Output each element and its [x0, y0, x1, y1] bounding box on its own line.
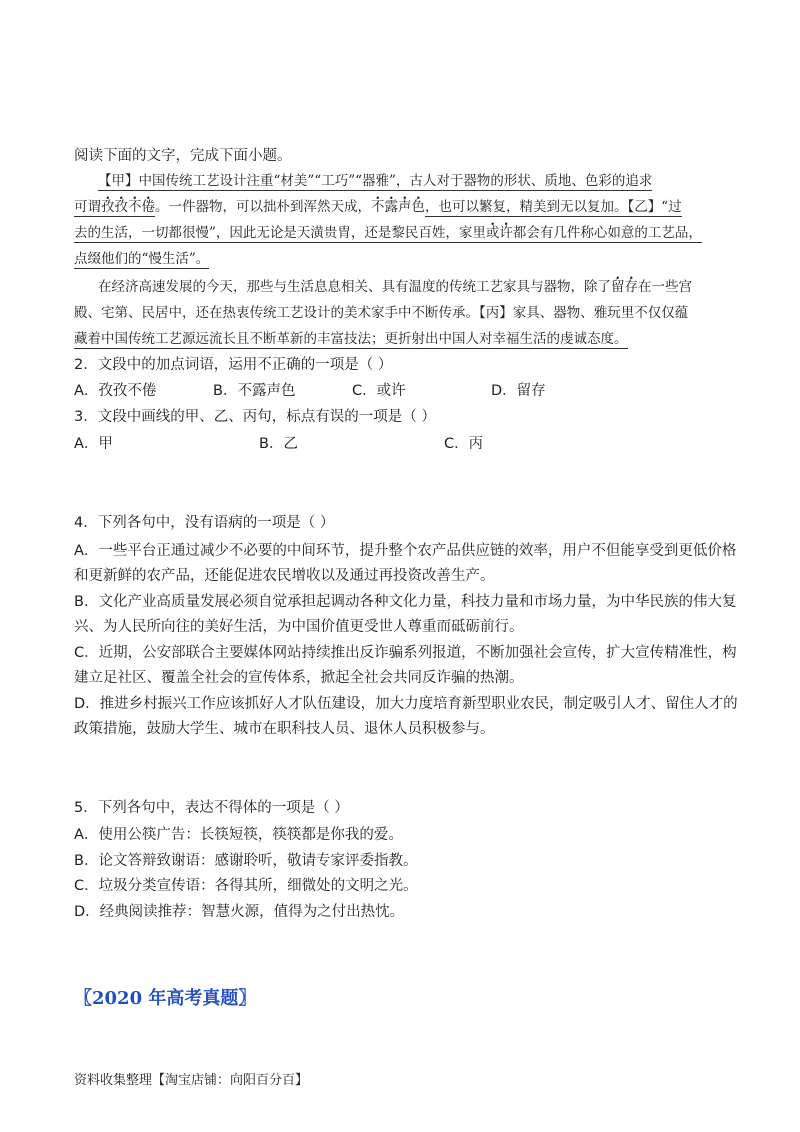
- question-5-stem: 5．下列各句中，表达不得体的一项是（ ）: [74, 800, 349, 816]
- dotted-char: 存: [624, 279, 638, 295]
- q5-option-c[interactable]: C．垃圾分类宣传语：各得其所，细微处的文明之光。: [74, 878, 418, 894]
- question-2-stem: 2．文段中的加点词语，运用不正确的一项是（ ）: [74, 357, 393, 373]
- q4-option-a[interactable]: A．一些平台正通过减少不必要的中间环节，提升整个农产品供应链的效率，用户不但能享受到更低价格: [74, 543, 737, 559]
- passage-line: [74, 249, 209, 269]
- underlined-sentence-jia: 【甲】中国传统工艺设计注重“材美”“工巧”“器雅”，古人对于器物的形状、质地、色彩的追求: [98, 173, 653, 189]
- page-footer: 资料收集整理【淘宝店铺：向阳百分百】: [74, 1073, 309, 1088]
- passage-line: [74, 223, 702, 243]
- passage-line: 在经济高速发展的今天，那些与生活息息相关、具有温度的传统工艺家具与器物，除了留存在一些宫: [98, 279, 692, 295]
- section-heading: 〖2020 年高考真题〗: [74, 988, 257, 1009]
- dotted-char: 露: [384, 199, 398, 215]
- q5-option-a[interactable]: A．使用公筷广告：长筷短筷，筷筷都是你我的爱。: [74, 827, 403, 843]
- q4-option-d-cont: 政策措施，鼓励大学生、城市在职科技人员、退休人员积极参与。: [74, 721, 495, 737]
- q4-option-b-cont: 兴、为人民所向往的美好生活，为中国价值更受世人尊重而砥砺前行。: [74, 619, 524, 635]
- dotted-char: 或: [485, 225, 500, 241]
- passage-text: 殿、宅第、民居中，还在热衷传统工艺设计的美术家手中不断传承。【丙】家具、器物、雅玩里不仅仅蕴: [74, 305, 689, 321]
- instruction: 阅读下面的文字，完成下面小题。: [74, 148, 292, 164]
- underlined-sentence-yi: ，也可以繁复，精美到无以复加。【乙】“过: [425, 199, 682, 215]
- dotted-char: 不: [371, 199, 385, 215]
- q3-option-c[interactable]: C．丙: [444, 436, 484, 452]
- dotted-char: 孜: [114, 199, 128, 215]
- dotted-char: 倦: [141, 199, 155, 215]
- q2-option-c[interactable]: C．或许: [352, 383, 406, 399]
- dotted-char: 留: [611, 279, 625, 295]
- dotted-char: 色: [411, 199, 425, 215]
- underlined-sentence-yi: 去的生活，一切都很慢”，因此无论是天潢贵胄，还是黎民百姓，家里或许都会有几件称心如意的工艺品，: [74, 225, 702, 241]
- question-4-stem: 4．下列各句中，没有语病的一项是（ ）: [74, 515, 335, 531]
- q4-option-b[interactable]: B．文化产业高质量发展必须自觉承担起调动各种文化力量，科技力量和市场力量，为中华民族的伟大复: [74, 594, 737, 610]
- q5-option-b[interactable]: B．论文答辩致谢语：感谢聆听，敬请专家评委指教。: [74, 853, 418, 869]
- q4-option-c[interactable]: C．近期，公安部联合主要媒体网站持续推出反诈骗系列报道，不断加强社会宣传，扩大宣传精准性，构: [74, 645, 737, 661]
- q4-option-d[interactable]: D．推进乡村振兴工作应该抓好人才队伍建设，加大力度培育新型职业农民，制定吸引人才、留住人才的: [74, 696, 738, 712]
- underlined-sentence-jia: 可谓孜孜不倦: [74, 199, 155, 215]
- q3-option-a[interactable]: A．甲: [74, 436, 113, 452]
- dotted-char: 孜: [101, 199, 115, 215]
- q2-option-b[interactable]: B．不露声色: [213, 383, 296, 399]
- q3-option-b[interactable]: B．乙: [259, 436, 298, 452]
- underlined-sentence-bing: 藏着中国传统工艺源远流长且不断革新的丰富技法；更折射出中国人对幸福生活的虔诚态度。: [74, 331, 628, 347]
- dotted-char: 声: [398, 199, 412, 215]
- underlined-sentence-yi: 点缀他们的“慢生活”。: [74, 251, 210, 267]
- question-3-stem: 3．文段中画线的甲、乙、丙句，标点有误的一项是（ ）: [74, 409, 436, 425]
- passage-line: 可谓孜孜不倦。一件器物，可以拙朴到浑然天成，不露声色，也可以繁复，精美到无以复加。【乙】“过: [74, 199, 682, 215]
- q2-option-d[interactable]: D．留存: [491, 383, 546, 399]
- dotted-char: 不: [128, 199, 142, 215]
- passage-line: [74, 303, 688, 323]
- q4-option-c-cont: 建立足社区、覆盖全社会的宣传体系，掀起全社会共同反诈骗的热潮。: [74, 670, 524, 686]
- q5-option-d[interactable]: D．经典阅读推荐：智慧火源，值得为之付出热忱。: [74, 904, 405, 920]
- passage-line: [74, 329, 628, 349]
- dotted-char: 许: [499, 225, 513, 241]
- q2-option-a[interactable]: A．孜孜不倦: [74, 383, 157, 399]
- q4-option-a-cont: 和更新鲜的农产品，还能促进农民增收以及通过再投资改善生产。: [74, 568, 495, 584]
